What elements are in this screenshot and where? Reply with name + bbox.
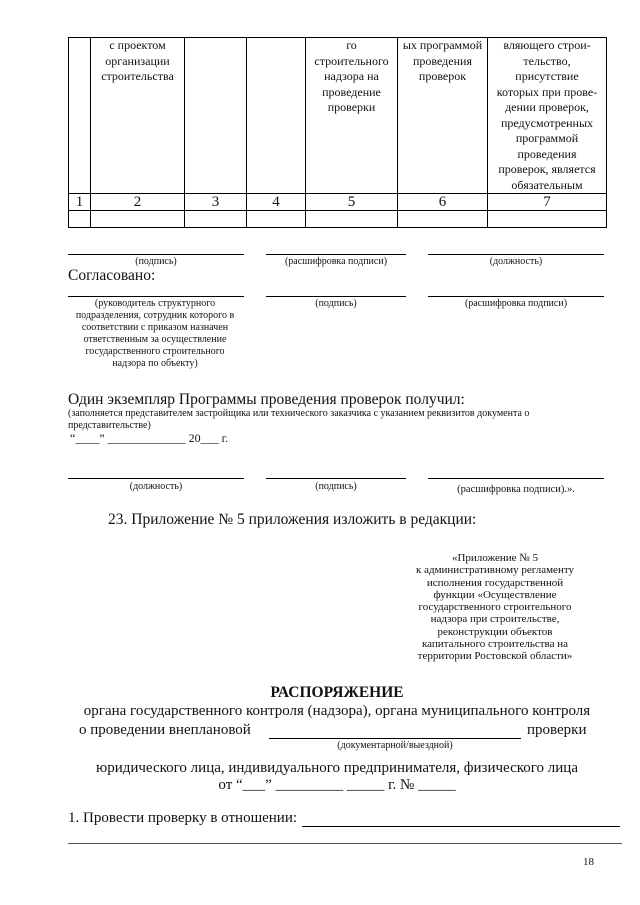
order-line4: от “___” _________ _____ г. № _____ (218, 777, 456, 793)
order-line3: юридического лица, индивидуального предпринимателя, физического лица (96, 760, 578, 776)
column-number: 1 (69, 194, 91, 211)
column-number: 6 (398, 194, 488, 211)
caption-rukovoditel: (руководитель структурного подразделения, сотрудник которого в соответствии с приказом назначен ответственным за осуществление государственного строительного надзора по объекту) (75, 298, 235, 369)
soglasovano-label: Согласовано: (68, 267, 156, 284)
appendix-note: «Приложение № 5 к административному регламенту исполнения государственной функции «Осуществление государственного строительного надзора при строительстве, реконструкции объектов капитального строительства на территории Ростовской области» (416, 552, 574, 663)
signature-line (68, 478, 244, 479)
signature-line (428, 254, 604, 255)
table-cell-col2: с проектом организации строительства (91, 38, 185, 194)
column-number: 2 (91, 194, 185, 211)
caption-podpis: (подпись) (135, 256, 177, 267)
column-number: 3 (185, 194, 247, 211)
order-title: РАСПОРЯЖЕНИЕ (270, 684, 404, 701)
signature-line (266, 254, 406, 255)
signature-line (428, 478, 604, 479)
order-line1: органа государственного контроля (надзора), органа муниципального контроля (83, 703, 591, 719)
item-1-line (302, 826, 620, 827)
copy-received-note: (заполняется представителем застройщика или технического заказчика с указанием реквизитов документа о (68, 408, 530, 419)
table-cell-col7: вляющего строи- тельство, присутствие которых при прове- дении проверок, предусмотренных программой проведения проверок, является обязательным (488, 38, 607, 194)
column-number: 4 (247, 194, 306, 211)
signature-line (428, 296, 604, 297)
signature-line (68, 254, 244, 255)
inspection-type-line (269, 738, 521, 739)
page-number: 18 (583, 856, 594, 868)
checks-table (68, 37, 607, 228)
inspection-type-caption: (документарной/выездной) (337, 740, 453, 751)
table-cell-col3 (185, 38, 247, 194)
table-row-numbers (69, 194, 607, 211)
caption-dolzhnost: (должность) (129, 481, 183, 492)
copy-received-note: представительстве) (68, 420, 151, 431)
table-row-empty (69, 211, 607, 228)
table-cell-col5: го строительного надзора на проведение проверки (306, 38, 398, 194)
table-row (69, 38, 607, 194)
column-number: 5 (306, 194, 398, 211)
caption-podpis: (подпись) (315, 298, 357, 309)
column-number: 7 (488, 194, 607, 211)
table-cell-col4 (247, 38, 306, 194)
order-line2-left: о проведении внеплановой (79, 722, 251, 738)
caption-rasshifrovka: (расшифровка подписи).». (457, 484, 575, 495)
date-line: “____” _____________ 20___ г. (70, 431, 229, 445)
copy-received-title: Один экземпляр Программы проведения проверок получил: (68, 391, 465, 408)
signature-line (266, 478, 406, 479)
order-line2-right: проверки (527, 722, 587, 738)
item-1: 1. Провести проверку в отношении: (68, 810, 298, 826)
signature-line (266, 296, 406, 297)
table-cell-col6: ых программой проведения проверок (398, 38, 488, 194)
caption-podpis: (подпись) (315, 481, 357, 492)
caption-rasshifrovka: (расшифровка подписи) (284, 256, 388, 267)
table-cell-col1 (69, 38, 91, 194)
caption-rasshifrovka: (расшифровка подписи) (464, 298, 568, 309)
page-bottom-rule (68, 843, 622, 844)
caption-dolzhnost: (должность) (489, 256, 543, 267)
signature-line (68, 296, 244, 297)
item-23: 23. Приложение № 5 приложения изложить в редакции: (108, 511, 477, 528)
